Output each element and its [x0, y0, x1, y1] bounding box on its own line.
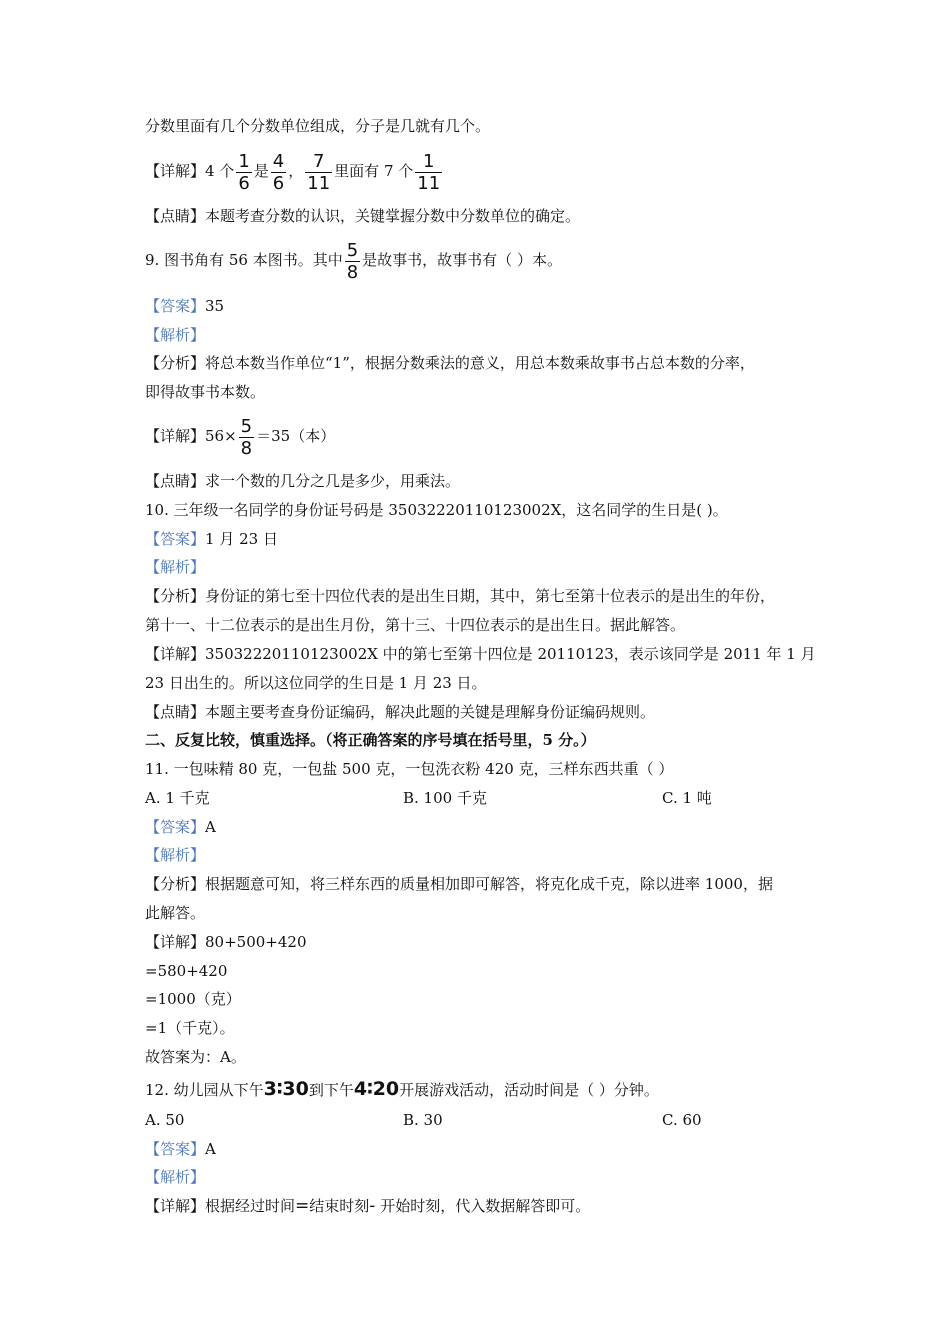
- question-text: 开展游戏活动，活动时间是（ ）分钟。: [399, 1081, 659, 1099]
- answer-line: [145, 529, 278, 549]
- question-12: [145, 1076, 659, 1103]
- detail-text: 里面有 7 个: [334, 162, 414, 180]
- detail-text: 结束时刻: [309, 1197, 370, 1215]
- answer-label: 【答案】: [145, 1140, 206, 1158]
- detail-line: [145, 1196, 590, 1216]
- question-11: 11. 一包味精 80 克，一包盐 500 克，一包洗衣粉 420 克，三样东西共重（ ）: [145, 760, 674, 778]
- denominator: 11: [417, 172, 441, 194]
- numerator: 5: [346, 239, 359, 261]
- detail-text: 开始时刻，代入数据解答即可。: [375, 1197, 591, 1215]
- question-9: [145, 239, 562, 283]
- calc-line: =1（千克）。: [145, 1019, 235, 1037]
- analysis-label: 【解析】: [145, 558, 206, 576]
- detail-line: [145, 150, 444, 194]
- point-line: 【点睛】本题考查分数的认识，关键掌握分数中分数单位的确定。: [145, 207, 581, 225]
- time-start: 3∶30: [263, 1078, 309, 1100]
- analysis-label: 【解析】: [145, 326, 206, 344]
- answer-value: 35: [205, 297, 225, 315]
- detail-text: 4 个: [205, 162, 235, 180]
- option-a: A. 50: [145, 1111, 185, 1129]
- calc-line: =580+420: [145, 962, 228, 980]
- numerator: 7: [305, 151, 332, 173]
- detail-line: [145, 415, 335, 459]
- denominator: 8: [240, 437, 253, 459]
- minus-sign: -: [369, 1196, 376, 1216]
- answer-label: 【答案】: [145, 530, 206, 548]
- analysis-line: 即得故事书本数。: [145, 383, 266, 401]
- detail-text: ＝35（本）: [256, 427, 336, 445]
- answer-label: 【答案】: [145, 818, 206, 836]
- fraction: [236, 151, 251, 194]
- detail-label: 【详解】: [145, 162, 206, 180]
- calc-line: 故答案为：A。: [145, 1048, 246, 1066]
- numerator: 4: [272, 150, 285, 172]
- detail-text: 是: [253, 162, 269, 180]
- analysis-line: 【分析】身份证的第七至十四位代表的是出生日期，其中，第七至第十位表示的是出生的年份，: [145, 587, 776, 605]
- option-c: C. 60: [662, 1111, 702, 1129]
- option-a: A. 1 千克: [145, 789, 210, 807]
- detail-text: 56×: [205, 427, 237, 445]
- denominator: 6: [272, 172, 285, 194]
- option-b: B. 100 千克: [403, 789, 487, 807]
- point-line: 【点睛】求一个数的几分之几是多少，用乘法。: [145, 472, 461, 490]
- fraction: [239, 416, 254, 459]
- equals-sign: =: [295, 1196, 310, 1216]
- analysis-line: 第十一、十二位表示的是出生月份，第十三、十四位表示的是出生日。据此解答。: [145, 616, 686, 634]
- answer-value: 1 月 23 日: [205, 530, 278, 548]
- denominator: 6: [238, 172, 250, 194]
- question-text: 到下午: [308, 1081, 354, 1099]
- question-text: 12. 幼儿园从下午: [145, 1081, 264, 1099]
- fraction: [415, 151, 442, 194]
- fraction: [271, 151, 286, 194]
- detail-text: ，: [288, 162, 304, 180]
- answer-line: [145, 1139, 216, 1159]
- option-c: C. 1 吨: [662, 789, 712, 807]
- calc-line: 【详解】80+500+420: [145, 933, 307, 951]
- numerator: 5: [240, 415, 253, 437]
- detail-text: 【详解】根据经过时间: [145, 1197, 296, 1215]
- section-heading: 二、反复比较，慎重选择。（将正确答案的序号填在括号里，5 分。）: [145, 731, 596, 749]
- answer-line: [145, 817, 216, 837]
- question-text: 是故事书，故事书有（ ）本。: [362, 251, 562, 269]
- denominator: 11: [307, 172, 331, 194]
- question-text: 9. 图书角有 56 本图书。其中: [145, 251, 343, 269]
- analysis-line: 【分析】将总本数当作单位“1”，根据分数乘法的意义，用总本数乘故事书占总本数的分率，: [145, 354, 755, 372]
- option-b: B. 30: [403, 1111, 443, 1129]
- time-end: 4∶20: [353, 1078, 400, 1100]
- answer-label: 【答案】: [145, 297, 206, 315]
- fraction: [305, 151, 332, 194]
- analysis-label: 【解析】: [145, 1168, 206, 1186]
- analysis-line: 此解答。: [145, 904, 206, 922]
- numerator: 1: [415, 151, 442, 173]
- fraction: [345, 240, 360, 283]
- point-line: 【点睛】本题主要考查身份证编码，解决此题的关键是理解身份证编码规则。: [145, 703, 656, 721]
- calc-line: =1000（克）: [145, 990, 241, 1008]
- detail-line: 【详解】35032220110123002X 中的第七至第十四位是 20110123，表示该同学是 2011 年 1 月: [145, 645, 816, 663]
- numerator: 1: [238, 150, 250, 172]
- denominator: 8: [346, 261, 359, 283]
- answer-value: A: [205, 818, 216, 836]
- text-line: 分数里面有几个分数单位组成，分子是几就有几个。: [145, 117, 491, 135]
- detail-label: 【详解】: [145, 427, 206, 445]
- detail-line: 23 日出生的。所以这位同学的生日是 1 月 23 日。: [145, 674, 487, 692]
- analysis-label: 【解析】: [145, 846, 206, 864]
- answer-line: [145, 296, 224, 316]
- question-10: 10. 三年级一名同学的身份证号码是 35032220110123002X，这名同学的生日是( )。: [145, 501, 728, 519]
- analysis-line: 【分析】根据题意可知，将三样东西的质量相加即可解答，将克化成千克，除以进率 1000，据: [145, 875, 773, 893]
- answer-value: A: [205, 1140, 216, 1158]
